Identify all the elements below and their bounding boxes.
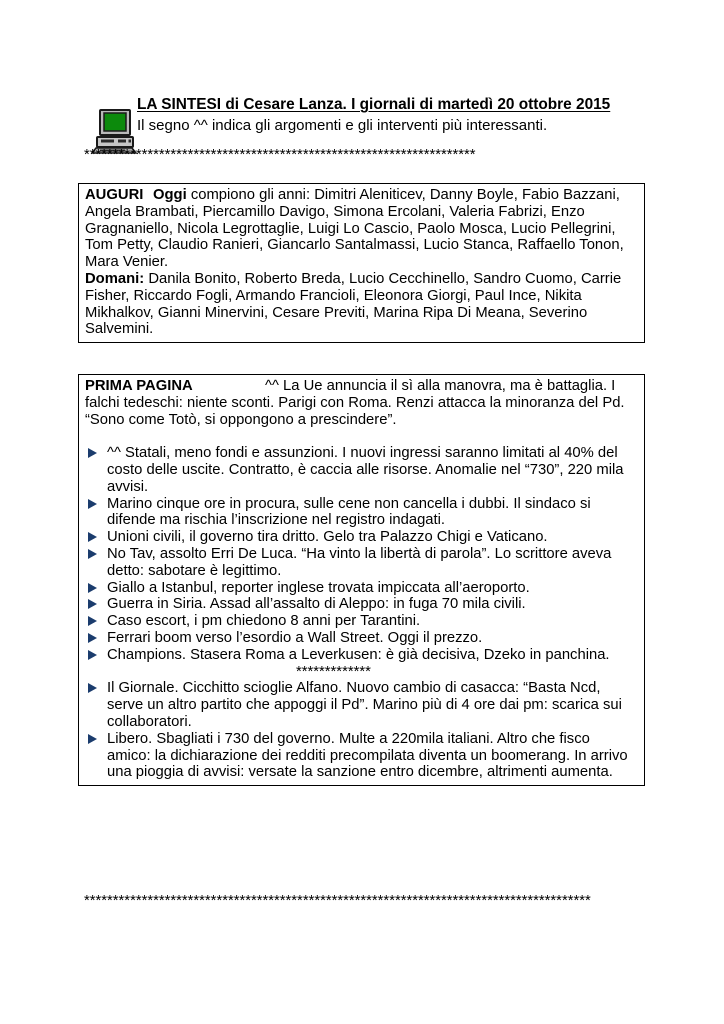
auguri-label: AUGURI — [85, 187, 144, 203]
right-arrow-icon — [88, 599, 97, 609]
auguri-tomorrow-label: Domani: — [85, 270, 145, 287]
headline-list — [85, 445, 636, 663]
bullet-text: Champions. Stasera Roma a Leverkusen: è già decisiva, Dzeko in panchina. — [107, 646, 610, 663]
right-arrow-icon — [88, 583, 97, 593]
list-item — [85, 630, 636, 647]
document-subtitle: Il segno ^^ indica gli argomenti e gli interventi più interessanti. — [137, 117, 548, 134]
bullet-text: Unioni civili, il governo tira dritto. Gelo tra Palazzo Chigi e Vaticano. — [107, 529, 548, 546]
list-item — [85, 580, 636, 597]
list-item — [85, 647, 636, 664]
list-item — [85, 613, 636, 630]
right-arrow-icon — [88, 633, 97, 643]
right-arrow-icon — [88, 448, 97, 458]
separator-asterisks-bottom: **************************************************************************************** — [84, 893, 591, 909]
list-item — [85, 546, 636, 580]
document-title: LA SINTESI di Cesare Lanza. I giornali di martedì 20 ottobre 2015 — [137, 96, 611, 113]
right-arrow-icon — [88, 650, 97, 660]
separator-asterisks-top: ******************************************************************** — [84, 147, 476, 163]
newspaper-list — [85, 680, 636, 781]
right-arrow-icon — [88, 549, 97, 559]
list-item — [85, 445, 636, 495]
separator-asterisks-mid: ************* — [296, 663, 371, 680]
auguri-today-text: compiono gli anni: Dimitri Aleniticev, Danny Boyle, Fabio Bazzani, Angela Brambati, Piercamillo Davigo, Simona Ercolani, Valeria Fabrizi, Enzo Gragnaniello, Nicola Legrottaglie, Luigi Lo Cascio, Paolo Mosca, Lucio Pellegrini, Tom Petty, Claudio Ranieri, Giancarlo Santalmassi, Lucio Stanca, Raffaello Tonon, Mara Venier. — [85, 187, 624, 271]
bullet-text: Giallo a Istanbul, reporter inglese trovata impiccata all’aeroporto. — [107, 579, 530, 596]
bullet-text: Caso escort, i pm chiedono 8 anni per Tarantini. — [107, 613, 421, 630]
bullet-text: Il Giornale. Cicchitto scioglie Alfano. Nuovo cambio di casacca: “Basta Ncd, serve un altro partito che appoggi il Pd”. Marino più di 4 ore dai pm: scarica sui collaboratori. — [107, 680, 622, 730]
prima-pagina-lead: ^^ La Ue annuncia il sì alla manovra, ma è battaglia. I falchi tedeschi: niente sconti. Parigi con Roma. Renzi attacca la minoranza del Pd. “Sono come Totò, si oppongono a prescindere”. — [85, 378, 625, 428]
right-arrow-icon — [88, 499, 97, 509]
right-arrow-icon — [88, 734, 97, 744]
bullet-text: Marino cinque ore in procura, sulle cene non cancella i dubbi. Il sindaco si difende ma rischia l’inscrizione nel registro indagati. — [107, 495, 591, 529]
bullet-text: No Tav, assolto Erri De Luca. “Ha vinto la libertà di parola”. Lo scrittore aveva detto: sabotare è legittimo. — [107, 545, 612, 579]
prima-pagina-heading — [85, 378, 636, 428]
auguri-today-paragraph — [85, 187, 636, 271]
bullet-text: Libero. Sbagliati i 730 del governo. Multe a 220mila italiani. Altro che fisco amico: la dichiarazione dei redditi precompilata diventa un boomerang. In arrivo una pioggia di avvisi: versate la sanzione entro dicembre, altrimenti aumenta. — [107, 730, 628, 781]
list-item — [85, 596, 636, 613]
auguri-tomorrow-paragraph — [85, 271, 636, 338]
auguri-box — [78, 183, 645, 343]
list-item — [85, 529, 636, 546]
right-arrow-icon — [88, 532, 97, 542]
bullet-text: Ferrari boom verso l’esordio a Wall Street. Oggi il prezzo. — [107, 629, 483, 646]
bullet-text: ^^ Statali, meno fondi e assunzioni. I nuovi ingressi saranno limitati al 40% del costo delle uscite. Contratto, è caccia alle risorse. Anomalie nel “730”, 220 mila avvisi. — [107, 445, 624, 495]
list-item — [85, 496, 636, 530]
prima-pagina-box — [78, 374, 645, 786]
list-item — [85, 680, 636, 730]
bullet-text: Guerra in Siria. Assad all’assalto di Aleppo: in fuga 70 mila civili. — [107, 596, 526, 613]
right-arrow-icon — [88, 683, 97, 693]
prima-pagina-label: PRIMA PAGINA — [85, 378, 193, 394]
list-item — [85, 731, 636, 781]
right-arrow-icon — [88, 616, 97, 626]
auguri-today-label: Oggi — [153, 187, 187, 203]
auguri-tomorrow-text: Danila Bonito, Roberto Breda, Lucio Cecchinello, Sandro Cuomo, Carrie Fisher, Riccardo Fogli, Armando Francioli, Eleonora Giorgi, Paul Ince, Nikita Mikhalkov, Gianni Minervini, Cesare Previti, Marina Ripa Di Meana, Severino Salvemini. — [85, 270, 622, 338]
